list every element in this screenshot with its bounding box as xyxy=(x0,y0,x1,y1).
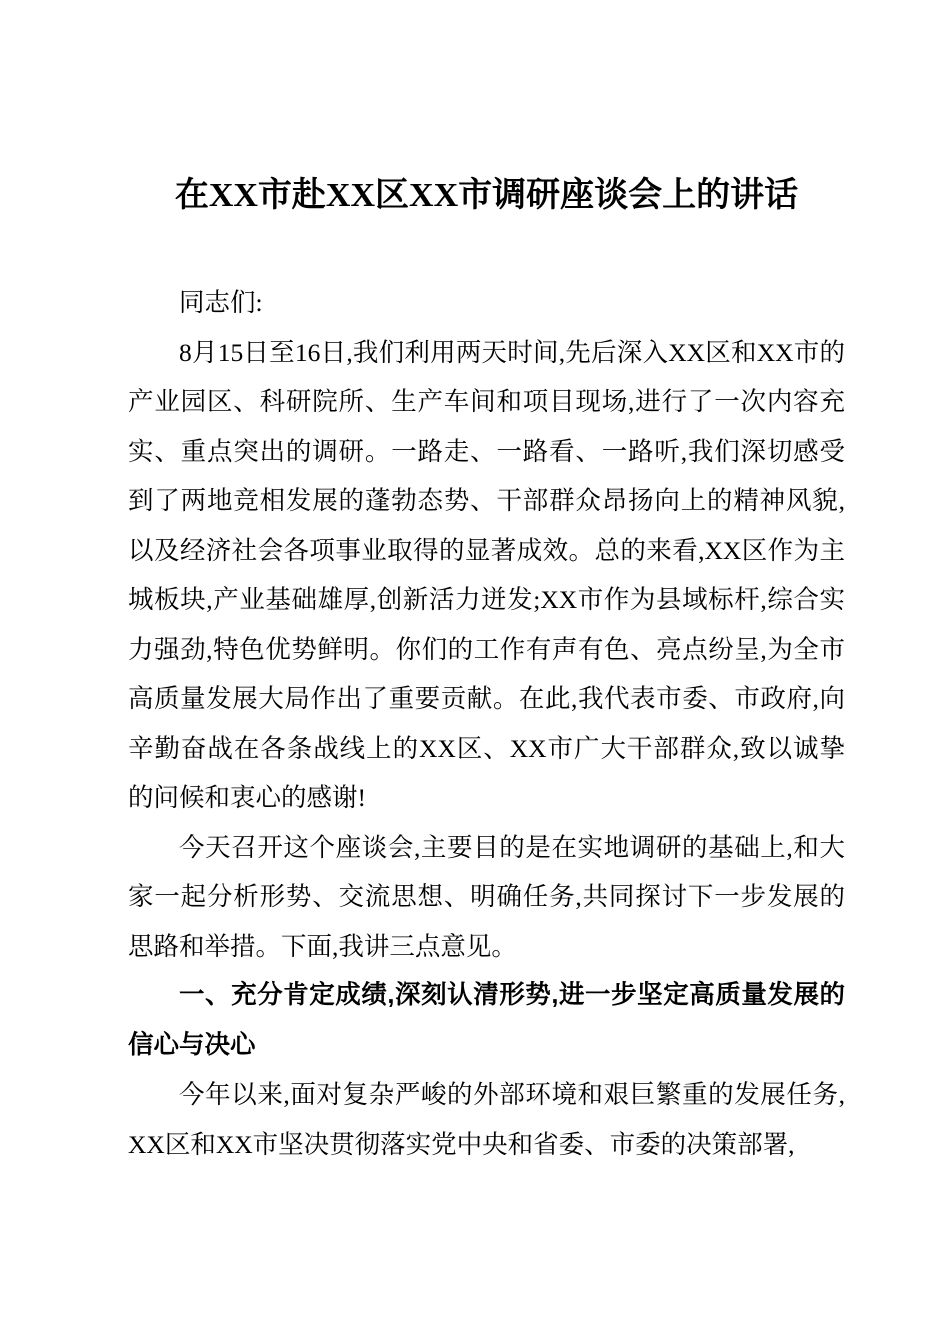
paragraph-research-summary: 8月15日至16日,我们利用两天时间,先后深入XX区和XX市的产业园区、科研院所、生产车间和项目现场,进行了一次内容充实、重点突出的调研。一路走、一路看、一路听,我们深切感受到了两地竞相发展的蓬勃态势、干部群众昂扬向上的精神风貌,以及经济社会各项事业取得的显著成效。总的来看,XX区作为主城板块,产业基础雄厚,创新活力迸发;XX市作为县域标杆,综合实力强劲,特色优势鲜明。你们的工作有声有色、亮点纷呈,为全市高质量发展大局作出了重要贡献。在此,我代表市委、市政府,向辛勤奋战在各条战线上的XX区、XX市广大干部群众,致以诚挚的问候和衷心的感谢! xyxy=(128,337,845,812)
document-body xyxy=(128,278,845,1169)
section-1-heading: 一、充分肯定成绩,深刻认清形势,进一步坚定高质量发展的信心与决心 xyxy=(128,981,845,1059)
paragraph-meeting-purpose: 今天召开这个座谈会,主要目的是在实地调研的基础上,和大家一起分析形势、交流思想、明确任务,共同探讨下一步发展的思路和举措。下面,我讲三点意见。 xyxy=(128,832,845,961)
salutation: 同志们: xyxy=(179,288,263,317)
document-title: 在XX市赴XX区XX市调研座谈会上的讲话 xyxy=(174,177,799,214)
paragraph-section-1-body: 今年以来,面对复杂严峻的外部环境和艰巨繁重的发展任务,XX区和XX市坚决贯彻落实党中央和省委、市委的决策部署, xyxy=(128,1080,845,1159)
